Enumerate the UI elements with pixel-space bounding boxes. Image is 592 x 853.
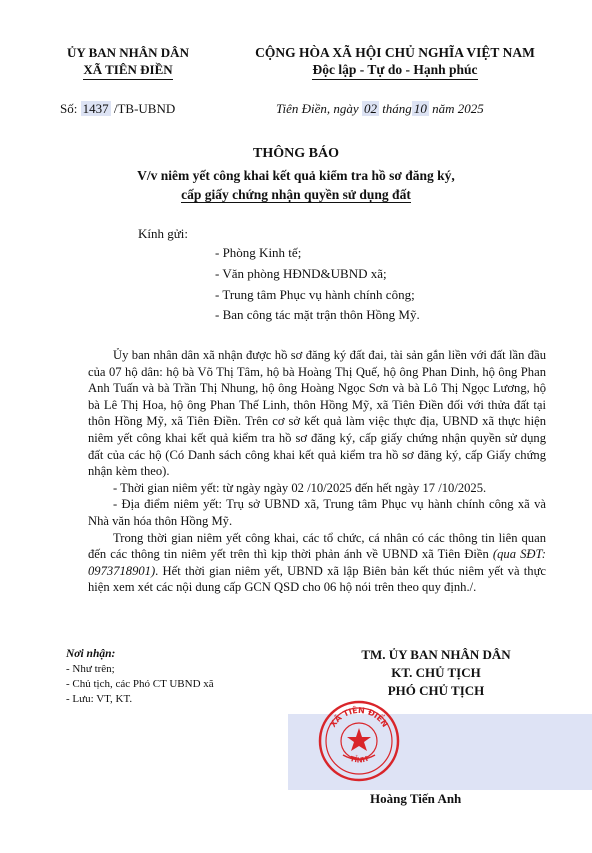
recipients-item: - Lưu: VT, KT.: [66, 693, 133, 705]
recipient-item: - Phòng Kinh tế;: [215, 245, 302, 260]
paragraph-feedback: Trong thời gian niêm yết công khai, các tổ chức, cá nhân có các thông tin liên quan đến các thông tin niêm yết trên thì kịp thời phản ánh về UBND xã Tiên Điền (qua SĐT: 0973718901). Hết thời gian niêm yết, UBND xã lập Biên bản kết thúc niêm yết và thực hiện xem xét các nội dung cấp GCN QSD cho 06 hộ nói trên theo quy định./.: [88, 530, 546, 595]
stamp-top-text: XÃ TIÊN ĐIỀN: [328, 705, 390, 729]
official-seal-stamp: [318, 700, 400, 782]
svg-text:TỈNH: [349, 754, 369, 764]
recipient-item: - Văn phòng HĐND&UBND xã;: [215, 266, 387, 281]
org-name: ỦY BAN NHÂN DÂN: [67, 45, 189, 60]
document-title: THÔNG BÁO: [253, 146, 339, 161]
issue-date: Tiên Điền, ngày 02 tháng 10 năm 2025: [276, 101, 484, 116]
document-subject: V/v niêm yết công khai kết quả kiểm tra hồ sơ đăng ký, cấp giấy chứng nhận quyền sử dụng đất: [137, 168, 455, 202]
signer-org: TM. ỦY BAN NHÂN DÂN: [361, 647, 511, 662]
signer-title: PHÓ CHỦ TỊCH: [387, 683, 485, 698]
motto: Độc lập - Tự do - Hạnh phúc: [312, 61, 477, 80]
recipients-heading: Nơi nhận:: [66, 648, 116, 660]
signer-name: Hoàng Tiến Anh: [370, 791, 462, 806]
number-field: 1437: [82, 101, 109, 116]
recipients-item: - Như trên;: [66, 663, 115, 675]
day-field: 02: [363, 101, 377, 116]
paragraph-time: - Thời gian niêm yết: từ ngày ngày 02 /10/2025 đến hết ngày 17 /10/2025.: [113, 480, 487, 495]
paragraph-location: - Địa điểm niêm yết: Trụ sở UBND xã, Trung tâm Phục vụ hành chính công xã và Nhà văn hóa thôn Hồng Mỹ.: [88, 497, 546, 528]
nation-name: CỘNG HÒA XÃ HỘI CHỦ NGHĨA VIỆT NAM: [255, 45, 535, 60]
paragraph-content: Ủy ban nhân dân xã nhận được hồ sơ đăng ký đất đai, tài sản gắn liền với đất lần đầu của 07 hộ dân: hộ bà Võ Thị Tâm, hộ bà Hoàng Thị Quế, hộ ông Phan Dinh, hộ ông Phan Anh Tuấn và bà Trần Thị Nhung, hộ ông Hoàng Ngọc Sơn và bà Lô Thị Ngọc Lương, hộ bà Lê Thị Hoa, hộ ông Phan Thế Linh, thôn Hồng Mỹ, xã Tiên Điền đối với thửa đất tại thôn Hồng Mỹ, xã Tiên Điền. Trên cơ sở kết quả làm việc thực địa, UBND xã thực hiện niêm yết công khai kết quả kiểm tra hồ sơ đăng ký, cấp giấy chứng nhận quyền sử dụng đất của các hộ (Có Danh sách công khai kết quả kiểm tra hồ sơ đăng ký, cấp Giấy chứng nhận kèm theo).: [88, 348, 546, 479]
recipient-item: - Trung tâm Phục vụ hành chính công;: [215, 287, 415, 302]
issuing-org: [38, 44, 218, 80]
stamp-bottom-text: TỈNH: [349, 754, 369, 765]
recipient-item: - Ban công tác mặt trận thôn Hồng Mỹ.: [215, 307, 420, 322]
document-number: Số: 1437 /TB-UBND: [60, 101, 176, 116]
signature-block: [316, 646, 556, 700]
body-text: [88, 347, 546, 596]
signer-authority: KT. CHỦ TỊCH: [391, 665, 481, 680]
recipients-list: [66, 647, 214, 707]
recipients-item: - Chủ tịch, các Phó CT UBND xã: [66, 678, 214, 690]
phone-note: (qua SĐT: 0973718901): [88, 547, 546, 578]
national-motto: [230, 44, 560, 80]
greeting: Kính gửi:: [138, 226, 189, 241]
commune-name: XÃ TIÊN ĐIỀN: [83, 61, 172, 80]
month-field: 10: [413, 101, 427, 116]
